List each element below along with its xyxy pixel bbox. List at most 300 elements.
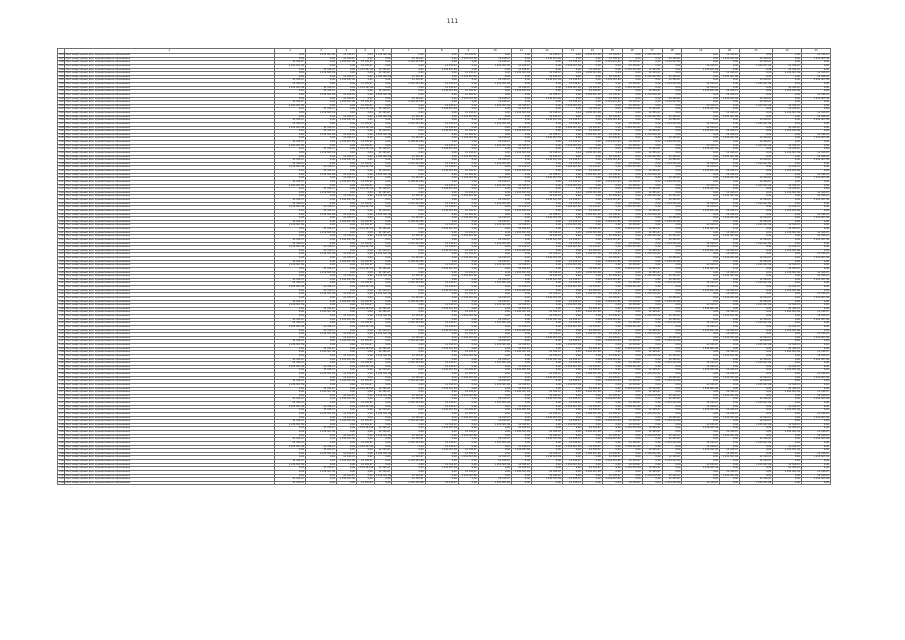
table-cell: 0,00 bbox=[720, 344, 740, 348]
table-cell: 12 345,67 bbox=[374, 191, 392, 195]
table-cell: 1 234 567,89 bbox=[511, 231, 531, 235]
table-cell: 0,00 bbox=[642, 340, 662, 344]
table-cell: 12 345,67 bbox=[531, 434, 562, 438]
table-cell: 0,00 bbox=[740, 206, 773, 210]
table-cell: 1 234 567,89 bbox=[740, 362, 773, 366]
table-cell: 0,00 bbox=[392, 173, 425, 177]
table-cell: 12 345,67 bbox=[773, 405, 802, 409]
table-cell: 12 345,67 bbox=[642, 470, 662, 474]
table-cell: 0,00 bbox=[773, 93, 802, 97]
table-cell: 0,00 bbox=[582, 481, 602, 485]
table-cell: 0,00 bbox=[740, 365, 773, 369]
table-cell: 12 345,67 bbox=[425, 122, 458, 126]
row-number: 4152 bbox=[59, 321, 65, 325]
table-cell: 0,00 bbox=[511, 380, 531, 384]
table-cell: 0,00 bbox=[602, 351, 622, 355]
table-cell: 12 345,67 bbox=[720, 133, 740, 137]
table-cell: 0,00 bbox=[374, 57, 392, 61]
table-cell: 0,00 bbox=[425, 177, 458, 181]
table-cell: 0,00 bbox=[374, 340, 392, 344]
table-cell: 12 345,67 bbox=[562, 238, 582, 242]
table-cell: 0,00 bbox=[642, 199, 662, 203]
row-number: 4126 bbox=[59, 227, 65, 230]
table-cell: 0,00 bbox=[622, 394, 642, 398]
table-cell: 12 345,67 bbox=[720, 293, 740, 297]
table-cell: 1 234 567,89 bbox=[602, 260, 622, 264]
table-cell: 0,00 bbox=[478, 351, 511, 355]
table-cell: 12 345,67 bbox=[662, 376, 682, 380]
table-cell: 0,00 bbox=[682, 438, 720, 442]
table-cell: 12 345,67 bbox=[337, 275, 357, 279]
table-cell: 1 234 567,89 bbox=[773, 90, 802, 94]
table-cell: 0,00 bbox=[392, 344, 425, 348]
table-cell: 0,00 bbox=[740, 108, 773, 112]
table-cell: 12 345,67 bbox=[562, 438, 582, 442]
table-cell: 12 345,67 bbox=[531, 72, 562, 76]
table-cell: 1 234 567,89 bbox=[582, 72, 602, 76]
table-cell: 1 234 567,89 bbox=[375, 451, 392, 455]
table-cell: 0,00 bbox=[511, 79, 531, 83]
table-cell: 0,00 bbox=[773, 75, 802, 79]
table-cell: 0,00 bbox=[720, 463, 740, 467]
table-cell: 12 345,67 bbox=[511, 264, 531, 268]
table-cell: 0,00 bbox=[306, 217, 337, 221]
table-cell: 0,00 bbox=[531, 340, 562, 344]
table-cell: 12 345,67 bbox=[582, 246, 602, 250]
table-cell: 12 345,67 bbox=[662, 278, 682, 282]
table-cell: 12 345,67 bbox=[531, 271, 562, 275]
table-cell: 1 234 567,89 bbox=[306, 93, 337, 97]
table-cell: 12 345,67 bbox=[802, 115, 831, 119]
table-cell: 0,00 bbox=[337, 170, 357, 174]
table-cell: 12 345,67 bbox=[582, 267, 602, 271]
table-cell: 12 345,67 bbox=[642, 191, 662, 195]
table-cell: 1 234 567,89 bbox=[662, 380, 682, 384]
table-cell: 0,00 bbox=[531, 347, 562, 351]
table-cell: 12 345,67 bbox=[337, 296, 357, 300]
table-cell: 0,00 bbox=[802, 449, 831, 453]
table-cell: 0,00 bbox=[374, 64, 392, 68]
table-cell: 12 345,67 bbox=[425, 405, 458, 409]
table-cell: 12 345,67 bbox=[802, 412, 831, 416]
table-cell: 1 234 567,89 bbox=[337, 398, 357, 402]
table-cell: 1 234 567,89 bbox=[662, 101, 682, 105]
table-cell: 0,00 bbox=[562, 427, 582, 431]
table-cell: 0,00 bbox=[773, 420, 802, 424]
table-cell: 12 345,67 bbox=[740, 220, 773, 224]
table-cell: 12 345,67 bbox=[356, 180, 374, 184]
table-cell: 0,00 bbox=[392, 209, 425, 213]
table-cell: 0,00 bbox=[458, 427, 478, 431]
table-cell: 12 345,67 bbox=[622, 220, 642, 224]
table-cell: 1 234 567,89 bbox=[337, 420, 357, 424]
table-cell: 12 345,67 bbox=[337, 57, 357, 61]
table-cell: 0,00 bbox=[374, 199, 392, 203]
table-cell: 0,00 bbox=[740, 329, 773, 333]
table-cell: 0,00 bbox=[425, 155, 458, 159]
table-cell: 0,00 bbox=[662, 90, 682, 94]
table-cell: 0,00 bbox=[478, 130, 511, 134]
row-number: 4186 bbox=[59, 444, 65, 448]
table-cell: 1 234 567,89 bbox=[375, 114, 392, 118]
table-cell: 12 345,67 bbox=[622, 61, 642, 65]
table-cell: 0,00 bbox=[622, 358, 642, 362]
table-cell: 1 234 567,89 bbox=[562, 64, 582, 68]
table-cell: 12 345,67 bbox=[802, 434, 831, 438]
table-cell: 1 234 567,89 bbox=[562, 463, 582, 467]
table-cell: 12 345,67 bbox=[773, 304, 802, 308]
row-number: 4149 bbox=[59, 310, 65, 314]
table-cell: 0,00 bbox=[392, 86, 425, 90]
table-cell: 12 345,67 bbox=[582, 286, 602, 290]
table-cell: 0,00 bbox=[562, 72, 582, 76]
table-cell: 0,00 bbox=[306, 141, 337, 145]
table-cell: 12 345,67 bbox=[602, 213, 622, 217]
table-cell: 1 234 567,89 bbox=[562, 383, 582, 387]
table-cell: 12 345,67 bbox=[662, 217, 682, 221]
table-cell: 0,00 bbox=[337, 191, 357, 195]
table-cell: 0,00 bbox=[356, 195, 374, 199]
table-cell: 0,00 bbox=[622, 449, 642, 453]
table-cell: 12 345,67 bbox=[773, 387, 802, 391]
table-cell: 0,00 bbox=[582, 264, 602, 268]
table-cell: 12 345,67 bbox=[356, 420, 374, 424]
table-cell: 0,00 bbox=[478, 173, 511, 177]
table-cell: 12 345,67 bbox=[802, 235, 831, 239]
table-cell: 1 234 567,89 bbox=[337, 141, 357, 145]
table-cell: 0,00 bbox=[662, 391, 682, 395]
table-cell: 0,00 bbox=[374, 257, 392, 261]
table-cell: 12 345,67 bbox=[531, 75, 562, 79]
table-cell: 0,00 bbox=[622, 434, 642, 438]
table-cell: 12 345,67 bbox=[642, 228, 662, 232]
table-cell: 0,00 bbox=[602, 286, 622, 290]
row-label: Многоквартирный дом, муниципальное образование bbox=[64, 347, 274, 351]
table-cell: 0,00 bbox=[374, 456, 392, 460]
table-cell: 0,00 bbox=[602, 191, 622, 195]
table-cell: 0,00 bbox=[458, 162, 478, 166]
table-cell: 1 234 567,89 bbox=[720, 177, 740, 181]
row-label: Многоквартирный дом, муниципальное образование bbox=[64, 373, 274, 377]
table-cell: 0,00 bbox=[720, 162, 740, 166]
table-cell: 12 345,67 bbox=[511, 224, 531, 228]
table-cell: 0,00 bbox=[602, 387, 622, 391]
table-cell: 1 234 567,89 bbox=[275, 325, 306, 329]
table-cell: 0,00 bbox=[306, 344, 337, 348]
table-cell: 12 345,67 bbox=[773, 148, 802, 152]
table-cell: 0,00 bbox=[458, 405, 478, 409]
table-cell: 0,00 bbox=[642, 202, 662, 206]
table-cell: 0,00 bbox=[374, 282, 392, 286]
table-cell: 0,00 bbox=[622, 376, 642, 380]
table-cell: 0,00 bbox=[531, 228, 562, 232]
table-cell: 0,00 bbox=[425, 112, 458, 116]
table-cell: 12 345,67 bbox=[337, 452, 357, 456]
table-cell: 1 234 567,89 bbox=[622, 307, 642, 311]
table-cell: 1 234 567,89 bbox=[478, 242, 511, 246]
table-cell: 12 345,67 bbox=[740, 438, 773, 442]
table-cell: 0,00 bbox=[720, 228, 740, 232]
row-number: 4188 bbox=[59, 451, 65, 455]
table-cell: 12 345,67 bbox=[582, 130, 602, 134]
table-cell: 1 234 567,89 bbox=[740, 344, 773, 348]
table-cell: 0,00 bbox=[802, 445, 831, 449]
table-cell: 0,00 bbox=[740, 90, 773, 94]
table-cell: 12 345,67 bbox=[337, 412, 357, 416]
table-cell: 1 234 567,89 bbox=[375, 353, 392, 357]
table-cell: 1 234 567,89 bbox=[306, 133, 337, 137]
row-label: Многоквартирный дом, муниципальное образование bbox=[64, 242, 274, 246]
table-cell: 0,00 bbox=[531, 467, 562, 471]
table-cell: 0,00 bbox=[337, 242, 357, 246]
table-cell: 12 345,67 bbox=[531, 191, 562, 195]
table-cell: 0,00 bbox=[478, 246, 511, 250]
table-cell: 12 345,67 bbox=[720, 391, 740, 395]
table-cell: 0,00 bbox=[275, 416, 306, 420]
table-cell: 0,00 bbox=[511, 278, 531, 282]
table-cell: 0,00 bbox=[511, 242, 531, 246]
table-cell: 1 234 567,89 bbox=[682, 209, 720, 213]
table-cell: 12 345,67 bbox=[622, 300, 642, 304]
table-cell: 1 234 567,89 bbox=[306, 253, 337, 257]
table-cell: 0,00 bbox=[602, 228, 622, 232]
table-cell: 1 234 567,89 bbox=[773, 289, 802, 293]
table-cell: 0,00 bbox=[582, 478, 602, 482]
table-cell: 12 345,67 bbox=[478, 97, 511, 101]
table-cell: 1 234 567,89 bbox=[357, 285, 374, 288]
table-cell: 12 345,67 bbox=[392, 416, 425, 420]
table-cell: 12 345,67 bbox=[682, 402, 720, 406]
table-cell: 0,00 bbox=[720, 445, 740, 449]
table-cell: 12 345,67 bbox=[531, 93, 562, 97]
table-cell: 12 345,67 bbox=[622, 122, 642, 126]
table-cell: 0,00 bbox=[425, 199, 458, 203]
table-cell: 0,00 bbox=[511, 460, 531, 464]
row-label: Многоквартирный дом, муниципальное образование bbox=[64, 307, 274, 311]
table-cell: 0,00 bbox=[337, 423, 357, 427]
table-cell: 0,00 bbox=[392, 184, 425, 188]
table-cell: 1 234 567,89 bbox=[662, 242, 682, 246]
row-label: Многоквартирный дом, муниципальное образование bbox=[64, 264, 274, 268]
table-cell: 0,00 bbox=[458, 318, 478, 322]
table-cell: 1 234 567,89 bbox=[375, 332, 392, 336]
table-cell: 0,00 bbox=[275, 249, 306, 253]
table-cell: 12 345,67 bbox=[425, 224, 458, 228]
table-cell: 0,00 bbox=[531, 61, 562, 65]
table-cell: 0,00 bbox=[773, 242, 802, 246]
table-cell: 0,00 bbox=[478, 191, 511, 195]
table-cell: 1 234 567,89 bbox=[602, 79, 622, 83]
row-label: Многоквартирный дом, муниципальное образование bbox=[64, 253, 274, 257]
table-cell: 1 234 567,89 bbox=[582, 173, 602, 177]
table-cell: 1 234 567,89 bbox=[511, 311, 531, 315]
row-label: Многоквартирный дом, муниципальное образование bbox=[64, 217, 274, 221]
table-cell: 0,00 bbox=[511, 260, 531, 264]
table-cell: 12 345,67 bbox=[740, 478, 773, 482]
table-cell: 0,00 bbox=[356, 318, 374, 322]
table-cell: 0,00 bbox=[642, 325, 662, 329]
table-cell: 1 234 567,89 bbox=[642, 412, 662, 416]
table-cell: 0,00 bbox=[642, 119, 662, 123]
table-cell: 12 345,67 bbox=[582, 347, 602, 351]
table-cell: 12 345,67 bbox=[720, 409, 740, 413]
table-cell: 12 345,67 bbox=[374, 209, 392, 213]
table-cell: 12 345,67 bbox=[275, 318, 306, 322]
table-cell: 0,00 bbox=[392, 267, 425, 271]
table-cell: 1 234 567,89 bbox=[602, 438, 622, 442]
table-cell: 0,00 bbox=[511, 474, 531, 478]
row-label: Многоквартирный дом, муниципальное образование bbox=[64, 340, 274, 344]
table-cell: 0,00 bbox=[802, 289, 831, 293]
table-cell: 0,00 bbox=[337, 228, 357, 232]
table-cell: 0,00 bbox=[642, 318, 662, 322]
table-cell: 0,00 bbox=[337, 286, 357, 290]
table-cell: 1 234 567,89 bbox=[392, 380, 425, 384]
table-cell: 12 345,67 bbox=[392, 137, 425, 141]
table-cell: 12 345,67 bbox=[458, 391, 478, 395]
table-cell: 0,00 bbox=[582, 420, 602, 424]
table-cell: 0,00 bbox=[802, 467, 831, 471]
table-cell: 0,00 bbox=[720, 460, 740, 464]
table-cell: 0,00 bbox=[458, 141, 478, 145]
table-cell: 1 234 567,89 bbox=[511, 449, 531, 453]
table-cell: 12 345,67 bbox=[582, 289, 602, 293]
row-label: Многоквартирный дом, муниципальное образование bbox=[64, 54, 274, 58]
table-cell: 0,00 bbox=[392, 427, 425, 431]
table-cell: 0,00 bbox=[773, 260, 802, 264]
table-cell: 0,00 bbox=[511, 362, 531, 366]
table-cell: 0,00 bbox=[478, 347, 511, 351]
table-cell: 12 345,67 bbox=[478, 340, 511, 344]
table-cell: 0,00 bbox=[720, 68, 740, 72]
table-cell: 0,00 bbox=[562, 296, 582, 300]
table-cell: 1 234 567,89 bbox=[740, 304, 773, 308]
table-cell: 12 345,67 bbox=[458, 470, 478, 474]
table-cell: 1 234 567,89 bbox=[275, 64, 306, 68]
table-cell: 0,00 bbox=[356, 209, 374, 213]
table-cell: 0,00 bbox=[478, 373, 511, 377]
table-cell: 1 234 567,89 bbox=[357, 205, 374, 209]
table-cell: 12 345,67 bbox=[458, 191, 478, 195]
table-cell: 12 345,67 bbox=[392, 354, 425, 358]
table-cell: 0,00 bbox=[682, 460, 720, 464]
table-cell: 0,00 bbox=[682, 293, 720, 297]
table-cell: 0,00 bbox=[478, 166, 511, 170]
table-cell: 12 345,67 bbox=[740, 398, 773, 402]
row-number: 4150 bbox=[59, 314, 65, 317]
table-cell: 12 345,67 bbox=[602, 115, 622, 119]
table-cell: 12 345,67 bbox=[306, 188, 337, 192]
table-cell: 1 234 567,89 bbox=[682, 170, 720, 174]
table-cell: 1 234 567,89 bbox=[773, 369, 802, 373]
table-cell: 0,00 bbox=[602, 322, 622, 326]
table-cell: 0,00 bbox=[425, 97, 458, 101]
table-cell: 12 345,67 bbox=[662, 235, 682, 239]
table-cell: 1 234 567,89 bbox=[511, 249, 531, 253]
table-cell: 0,00 bbox=[458, 441, 478, 445]
table-cell: 0,00 bbox=[802, 180, 831, 184]
table-cell: 0,00 bbox=[337, 431, 357, 435]
table-cell: 0,00 bbox=[392, 93, 425, 97]
table-cell: 12 345,67 bbox=[425, 282, 458, 286]
table-cell: 0,00 bbox=[275, 72, 306, 76]
table-cell: 0,00 bbox=[356, 409, 374, 413]
table-cell: 0,00 bbox=[478, 405, 511, 409]
table-cell: 12 345,67 bbox=[602, 195, 622, 199]
table-cell: 12 345,67 bbox=[602, 394, 622, 398]
table-cell: 0,00 bbox=[662, 267, 682, 271]
table-cell: 12 345,67 bbox=[682, 481, 720, 485]
table-cell: 12 345,67 bbox=[478, 278, 511, 282]
table-cell: 0,00 bbox=[425, 391, 458, 395]
row-number: 4130 bbox=[59, 241, 65, 245]
table-cell: 12 345,67 bbox=[622, 83, 642, 87]
table-cell: 0,00 bbox=[740, 133, 773, 137]
table-cell: 0,00 bbox=[337, 104, 357, 108]
table-cell: 0,00 bbox=[374, 344, 392, 348]
table-cell: 0,00 bbox=[275, 68, 306, 72]
table-cell: 0,00 bbox=[622, 177, 642, 181]
table-cell: 1 234 567,89 bbox=[582, 431, 602, 435]
table-cell: 0,00 bbox=[662, 54, 682, 58]
table-cell: 0,00 bbox=[275, 373, 306, 377]
table-cell: 0,00 bbox=[275, 54, 306, 58]
table-cell: 1 234 567,89 bbox=[275, 86, 306, 90]
table-cell: 0,00 bbox=[392, 467, 425, 471]
table-cell: 12 345,67 bbox=[682, 122, 720, 126]
table-cell: 12 345,67 bbox=[642, 427, 662, 431]
table-cell: 0,00 bbox=[478, 133, 511, 137]
table-cell: 0,00 bbox=[642, 416, 662, 420]
table-cell: 0,00 bbox=[802, 141, 831, 145]
table-cell: 0,00 bbox=[374, 336, 392, 340]
table-cell: 0,00 bbox=[662, 347, 682, 351]
row-number: 4160 bbox=[59, 350, 65, 354]
table-cell: 0,00 bbox=[720, 282, 740, 286]
table-cell: 0,00 bbox=[562, 108, 582, 112]
table-cell: 0,00 bbox=[374, 304, 392, 308]
table-cell: 0,00 bbox=[306, 282, 337, 286]
table-cell: 1 234 567,89 bbox=[458, 394, 478, 398]
row-number: 4184 bbox=[59, 437, 65, 441]
table-cell: 0,00 bbox=[682, 101, 720, 105]
table-cell: 1 234 567,89 bbox=[622, 387, 642, 391]
table-cell: 0,00 bbox=[531, 325, 562, 329]
row-number: 4196 bbox=[59, 480, 65, 484]
table-cell: 12 345,67 bbox=[337, 97, 357, 101]
table-cell: 0,00 bbox=[511, 333, 531, 337]
table-cell: 0,00 bbox=[425, 191, 458, 195]
table-cell: 0,00 bbox=[740, 373, 773, 377]
table-cell: 0,00 bbox=[374, 246, 392, 250]
table-cell: 12 345,67 bbox=[374, 329, 392, 333]
table-cell: 1 234 567,89 bbox=[392, 242, 425, 246]
table-cell: 0,00 bbox=[458, 445, 478, 449]
table-cell: 1 234 567,89 bbox=[740, 202, 773, 206]
table-cell: 0,00 bbox=[275, 315, 306, 319]
row-number: 4148 bbox=[59, 306, 65, 310]
table-cell: 1 234 567,89 bbox=[425, 249, 458, 253]
table-cell: 0,00 bbox=[562, 412, 582, 416]
table-cell: 12 345,67 bbox=[682, 162, 720, 166]
row-number: 4162 bbox=[59, 357, 65, 361]
table-cell: 12 345,67 bbox=[562, 119, 582, 123]
table-cell: 1 234 567,89 bbox=[306, 470, 337, 474]
table-cell: 12 345,67 bbox=[531, 115, 562, 119]
table-cell: 12 345,67 bbox=[275, 83, 306, 87]
page-number: 111 bbox=[446, 18, 459, 25]
table-cell: 0,00 bbox=[720, 278, 740, 282]
